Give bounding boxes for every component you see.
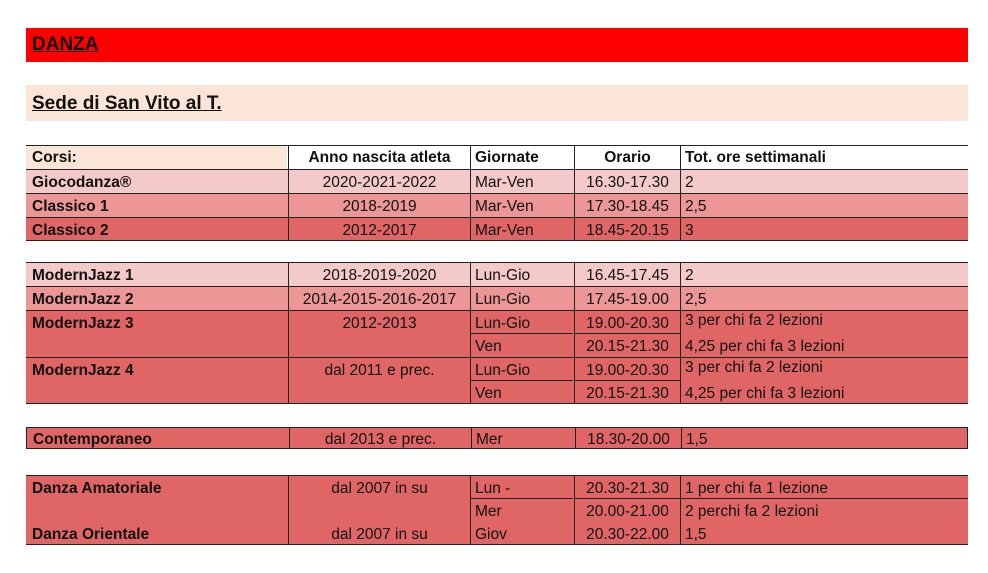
- sub-cell: [681, 499, 968, 522]
- cell-text: Lun -: [475, 480, 511, 497]
- cell-text: Danza Orientale: [32, 526, 150, 543]
- anno-cell: [288, 194, 470, 217]
- cell-text: 18.30-20.00: [587, 431, 670, 448]
- giornate-cell: [470, 311, 573, 357]
- cell-text: Ven: [475, 338, 502, 355]
- cell-text: 2018-2019: [342, 198, 417, 215]
- cell-text: 20.30-21.30: [586, 480, 669, 497]
- cell-text: 4,25 per chi fa 3 lezioni: [685, 338, 845, 355]
- cell-text: 20.30-22.00: [586, 526, 669, 543]
- tot-cell: [680, 476, 968, 522]
- cell-text: Ven: [475, 385, 502, 402]
- corso-name: [26, 218, 287, 240]
- table-row: [26, 194, 968, 218]
- table-header: [26, 145, 968, 170]
- cell-text: 2018-2019-2020: [322, 267, 437, 284]
- cell-text: 1 per chi fa 1 lezione: [685, 480, 829, 497]
- cell-text: Anno nascita atleta: [308, 149, 451, 166]
- cell-text: 2: [685, 267, 694, 284]
- cell-text: Classico 2: [32, 222, 109, 239]
- corso-name: [26, 287, 287, 310]
- tot-cell: [680, 358, 968, 403]
- cell-text: 16.30-17.30: [586, 174, 669, 191]
- sub-cell: [681, 311, 968, 334]
- table-row: [26, 475, 968, 523]
- header-orario: [574, 146, 680, 169]
- cell-text: Corsi:: [32, 149, 77, 166]
- cell-text: 2012-2013: [342, 315, 417, 332]
- sede-banner: [26, 85, 968, 121]
- cell-text: 16.45-17.45: [586, 267, 669, 284]
- corso-name: [26, 170, 287, 193]
- corso-name: [26, 522, 287, 544]
- corso-name: [27, 428, 288, 448]
- sub-cell: [471, 358, 573, 381]
- table-row: [26, 427, 968, 449]
- cell-text: Lun-Gio: [475, 362, 531, 379]
- giornate-cell: [470, 522, 573, 544]
- cell-text: ModernJazz 4: [32, 362, 134, 379]
- table-row: [26, 218, 968, 241]
- cell-text: Contemporaneo: [33, 431, 152, 448]
- anno-cell: [288, 287, 470, 310]
- corso-name: [26, 263, 287, 286]
- sub-cell: [575, 311, 680, 334]
- orario-cell: [574, 218, 680, 240]
- sub-cell: [681, 381, 968, 403]
- cell-text: 20.00-21.00: [586, 503, 669, 520]
- header-giornate: [470, 146, 573, 169]
- section-banner: [26, 28, 968, 62]
- giornate-cell: [470, 263, 573, 286]
- cell-text: 17.45-19.00: [586, 291, 669, 308]
- anno-cell: [289, 428, 471, 448]
- sub-cell: [575, 499, 680, 522]
- corso-name: [26, 194, 287, 217]
- sub-cell: [681, 358, 968, 381]
- anno-cell: [288, 218, 470, 240]
- orario-cell: [574, 358, 680, 403]
- tot-cell: [680, 170, 968, 193]
- table-row: [26, 311, 968, 358]
- table-row: [26, 170, 968, 194]
- table-row: [26, 358, 968, 404]
- cell-text: 2,5: [685, 291, 707, 308]
- cell-text: 4,25 per chi fa 3 lezioni: [685, 385, 845, 402]
- anno-cell: [288, 476, 470, 522]
- cell-text: 18.45-20.15: [586, 222, 669, 239]
- header-tot: [680, 146, 968, 169]
- orario-cell: [574, 522, 680, 544]
- cell-text: ModernJazz 1: [32, 267, 134, 284]
- orario-cell: [574, 311, 680, 357]
- cell-text: 2012-2017: [342, 222, 417, 239]
- corso-name: [26, 476, 287, 522]
- orario-cell: [575, 428, 681, 448]
- sub-cell: [471, 476, 573, 499]
- cell-text: Mar-Ven: [475, 222, 534, 239]
- cell-text: dal 2007 in su: [331, 526, 428, 543]
- sub-cell: [575, 476, 680, 499]
- header-anno: [288, 146, 470, 169]
- section-title: DANZA: [32, 34, 99, 55]
- orario-cell: [574, 287, 680, 310]
- cell-text: Giov: [475, 526, 507, 543]
- cell-text: 20.15-21.30: [586, 385, 669, 402]
- cell-text: ModernJazz 2: [32, 291, 134, 308]
- orario-cell: [574, 263, 680, 286]
- cell-text: 17.30-18.45: [586, 198, 669, 215]
- cell-text: 19.00-20.30: [586, 362, 669, 379]
- header-corsi: [26, 146, 287, 169]
- orario-cell: [574, 476, 680, 522]
- tot-cell: [680, 263, 968, 286]
- cell-text: dal 2007 in su: [331, 480, 428, 497]
- sub-cell: [575, 358, 680, 381]
- sub-cell: [575, 334, 680, 357]
- tot-cell: [680, 311, 968, 357]
- cell-text: Mer: [475, 503, 502, 520]
- cell-text: 2020-2021-2022: [322, 174, 437, 191]
- cell-text: 2014-2015-2016-2017: [302, 291, 457, 308]
- cell-text: 3 per chi fa 2 lezioni: [685, 312, 823, 329]
- cell-text: Mar-Ven: [475, 174, 534, 191]
- corso-name: [26, 358, 287, 403]
- cell-text: Giocodanza®: [32, 174, 132, 191]
- giornate-cell: [470, 170, 573, 193]
- tot-cell: [680, 287, 968, 310]
- sub-cell: [471, 381, 573, 403]
- anno-cell: [288, 263, 470, 286]
- cell-text: 20.15-21.30: [586, 338, 669, 355]
- cell-text: Lun-Gio: [475, 267, 531, 284]
- cell-text: 1,5: [686, 431, 708, 448]
- anno-cell: [288, 358, 470, 403]
- sede-title: Sede di San Vito al T.: [32, 93, 222, 114]
- table-row: [26, 287, 968, 311]
- sub-cell: [471, 334, 573, 357]
- cell-text: Mer: [476, 431, 503, 448]
- cell-text: Lun-Gio: [475, 315, 531, 332]
- anno-cell: [288, 522, 470, 544]
- giornate-cell: [470, 287, 573, 310]
- cell-text: ModernJazz 3: [32, 315, 134, 332]
- orario-cell: [574, 194, 680, 217]
- giornate-cell: [471, 428, 574, 448]
- table-row: [26, 522, 968, 545]
- cell-text: dal 2013 e prec.: [324, 431, 437, 448]
- table-row: [26, 262, 968, 287]
- tot-cell: [680, 218, 968, 240]
- corso-name: [26, 311, 287, 357]
- cell-text: Danza Amatoriale: [32, 480, 162, 497]
- tot-cell: [681, 428, 967, 448]
- cell-text: 3: [685, 222, 694, 239]
- giornate-cell: [470, 476, 573, 522]
- sub-cell: [471, 499, 573, 522]
- sub-cell: [681, 334, 968, 357]
- cell-text: 2 perchi fa 2 lezioni: [685, 503, 819, 520]
- cell-text: 2: [685, 174, 694, 191]
- sub-cell: [471, 311, 573, 334]
- cell-text: Tot. ore settimanali: [685, 149, 826, 166]
- orario-cell: [574, 170, 680, 193]
- cell-text: Orario: [604, 149, 651, 166]
- tot-cell: [680, 194, 968, 217]
- sub-cell: [575, 381, 680, 403]
- cell-text: 1,5: [685, 526, 707, 543]
- anno-cell: [288, 170, 470, 193]
- giornate-cell: [470, 218, 573, 240]
- giornate-cell: [470, 194, 573, 217]
- cell-text: Mar-Ven: [475, 198, 534, 215]
- anno-cell: [288, 311, 470, 357]
- cell-text: 3 per chi fa 2 lezioni: [685, 359, 823, 376]
- giornate-cell: [470, 358, 573, 403]
- cell-text: Lun-Gio: [475, 291, 531, 308]
- tot-cell: [680, 522, 968, 544]
- cell-text: 19.00-20.30: [586, 315, 669, 332]
- cell-text: Classico 1: [32, 198, 109, 215]
- cell-text: dal 2011 e prec.: [324, 362, 435, 379]
- sub-cell: [681, 476, 968, 499]
- cell-text: 2,5: [685, 198, 707, 215]
- cell-text: Giornate: [475, 149, 539, 166]
